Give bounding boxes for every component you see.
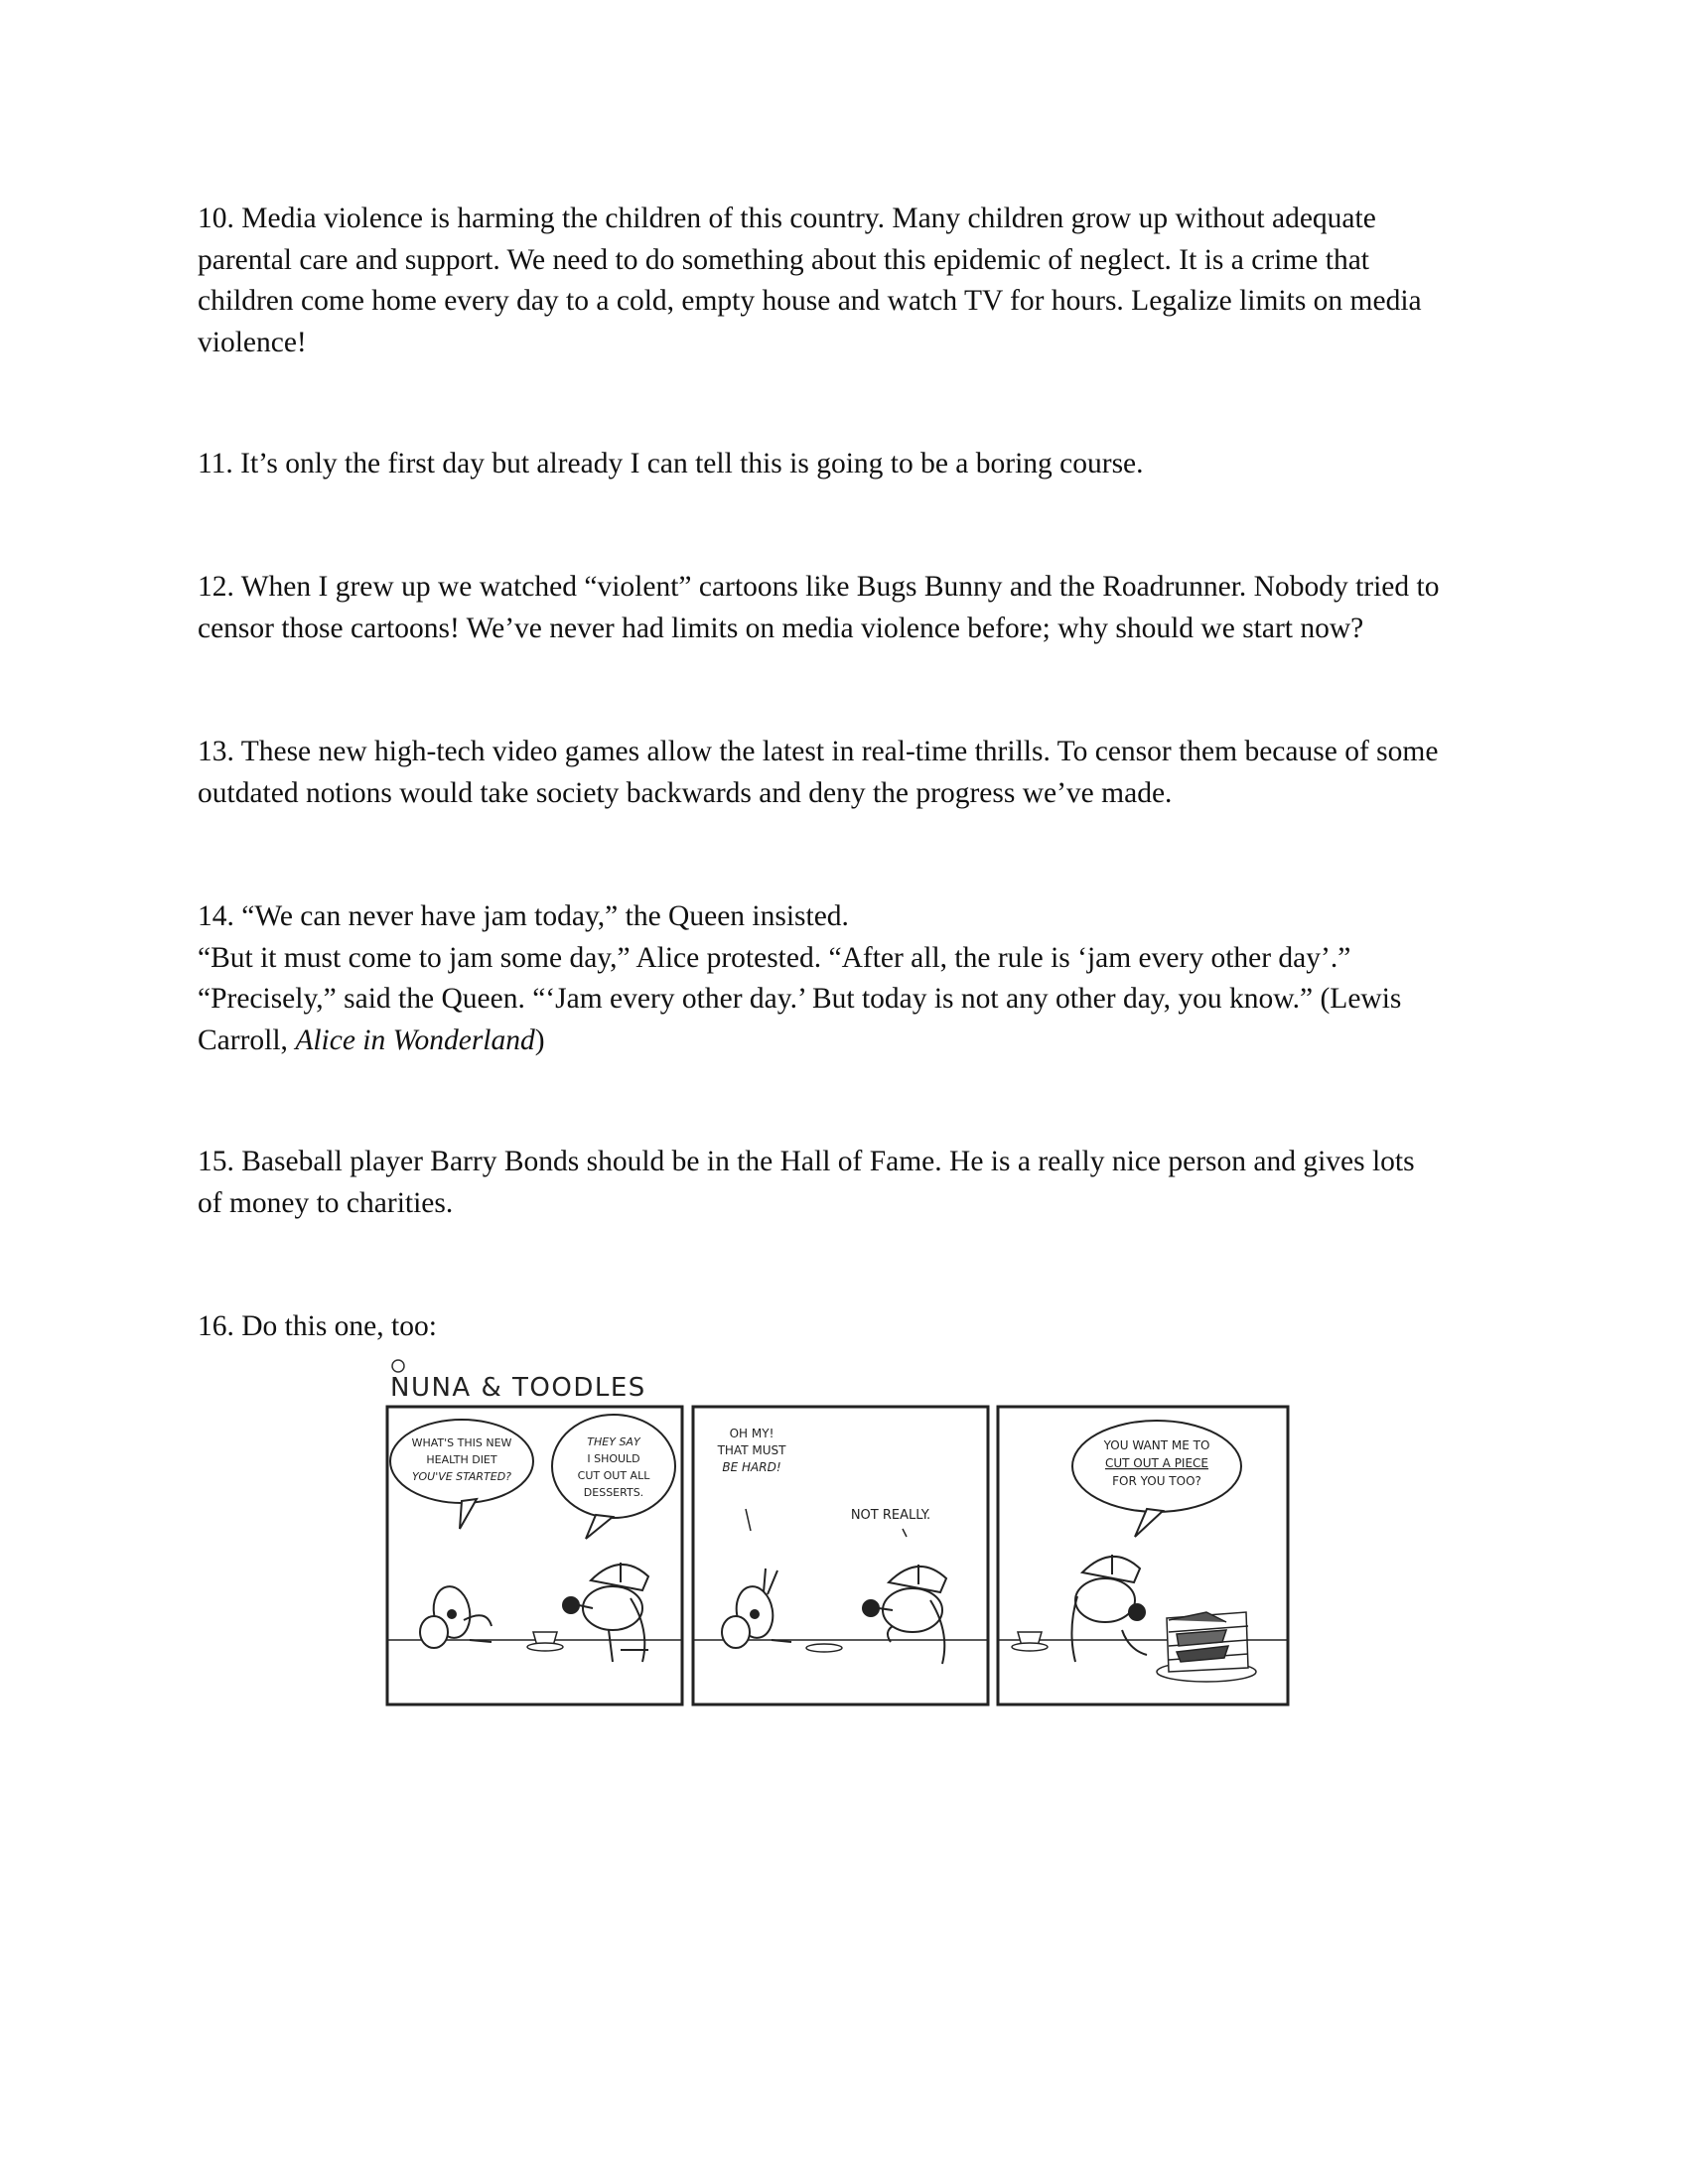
speech-line: OH MY!: [729, 1427, 774, 1440]
cake-icon: [1157, 1612, 1256, 1682]
comic-strip: [382, 1352, 1296, 1714]
comic-title: [390, 1360, 646, 1403]
question-line: violence!: [198, 326, 307, 358]
question-line: of money to charities.: [198, 1186, 454, 1219]
question-line: “Precisely,” said the Queen. “‘Jam every other day.’ But today is not any other day, you know.” (Lewis: [198, 983, 1402, 1015]
speech-line: YOU'VE STARTED?: [411, 1470, 512, 1483]
book-title: Alice in Wonderland: [295, 1024, 535, 1056]
question-16: [198, 1306, 1498, 1348]
comic-panel-2: [693, 1407, 988, 1705]
comic-title-text: NUNA & TOODLES: [390, 1373, 646, 1403]
citation-prefix: Carroll,: [198, 1024, 296, 1056]
flower-icon: [392, 1360, 404, 1372]
speech-line: NOT REALLY.: [850, 1508, 931, 1523]
speech-line: THEY SAY: [587, 1435, 640, 1448]
speech-line: WHAT'S THIS NEW: [411, 1436, 512, 1449]
speech-line: I SHOULD: [587, 1452, 640, 1465]
comic-panel-3: [998, 1407, 1288, 1705]
question-line: children come home every day to a cold, empty house and watch TV for hours. Legalize limits on media: [198, 285, 1422, 317]
question-line: censor those cartoons! We’ve never had limits on media violence before; why should we start now?: [198, 612, 1364, 644]
question-15: [198, 1142, 1498, 1224]
question-10: [198, 199, 1498, 363]
question-line: 12. When I grew up we watched “violent” cartoons like Bugs Bunny and the Roadrunner. Nobody tried to: [198, 571, 1440, 603]
speech-line: CUT OUT ALL: [577, 1469, 650, 1482]
speech-line: HEALTH DIET: [426, 1453, 497, 1466]
question-11: [198, 444, 1498, 485]
question-line: 11. It’s only the first day but already I can tell this is going to be a boring course.: [198, 448, 1144, 479]
question-line: 14. “We can never have jam today,” the Queen insisted.: [198, 900, 849, 932]
comic-panel-1: [387, 1407, 682, 1705]
question-line: 16. Do this one, too:: [198, 1310, 437, 1342]
question-line: outdated notions would take society backwards and deny the progress we’ve made.: [198, 776, 1173, 809]
speech-line: CUT OUT A PIECE: [1104, 1456, 1209, 1470]
question-12: [198, 567, 1498, 649]
citation-suffix: ): [534, 1024, 545, 1056]
question-line: parental care and support. We need to do something about this epidemic of neglect. It is a crime that: [198, 243, 1369, 276]
question-line: “But it must come to jam some day,” Alice protested. “After all, the rule is ‘jam every other day’.”: [198, 941, 1351, 974]
question-13: [198, 732, 1498, 814]
question-line: 15. Baseball player Barry Bonds should be in the Hall of Fame. He is a really nice person and gives lots: [198, 1146, 1415, 1177]
question-line: 10. Media violence is harming the children of this country. Many children grow up without adequate: [198, 203, 1376, 234]
saucer-icon: [806, 1644, 842, 1652]
speech-line: THAT MUST: [717, 1443, 786, 1457]
speech-line: FOR YOU TOO?: [1112, 1474, 1201, 1488]
question-line: 13. These new high-tech video games allow the latest in real-time thrills. To censor them because of some: [198, 736, 1439, 767]
speech-line: DESSERTS.: [583, 1486, 644, 1499]
speech-line: YOU WANT ME TO: [1103, 1438, 1210, 1452]
question-14: [198, 896, 1498, 1061]
speech-line: BE HARD!: [722, 1460, 781, 1474]
question-line: [198, 1021, 1498, 1062]
